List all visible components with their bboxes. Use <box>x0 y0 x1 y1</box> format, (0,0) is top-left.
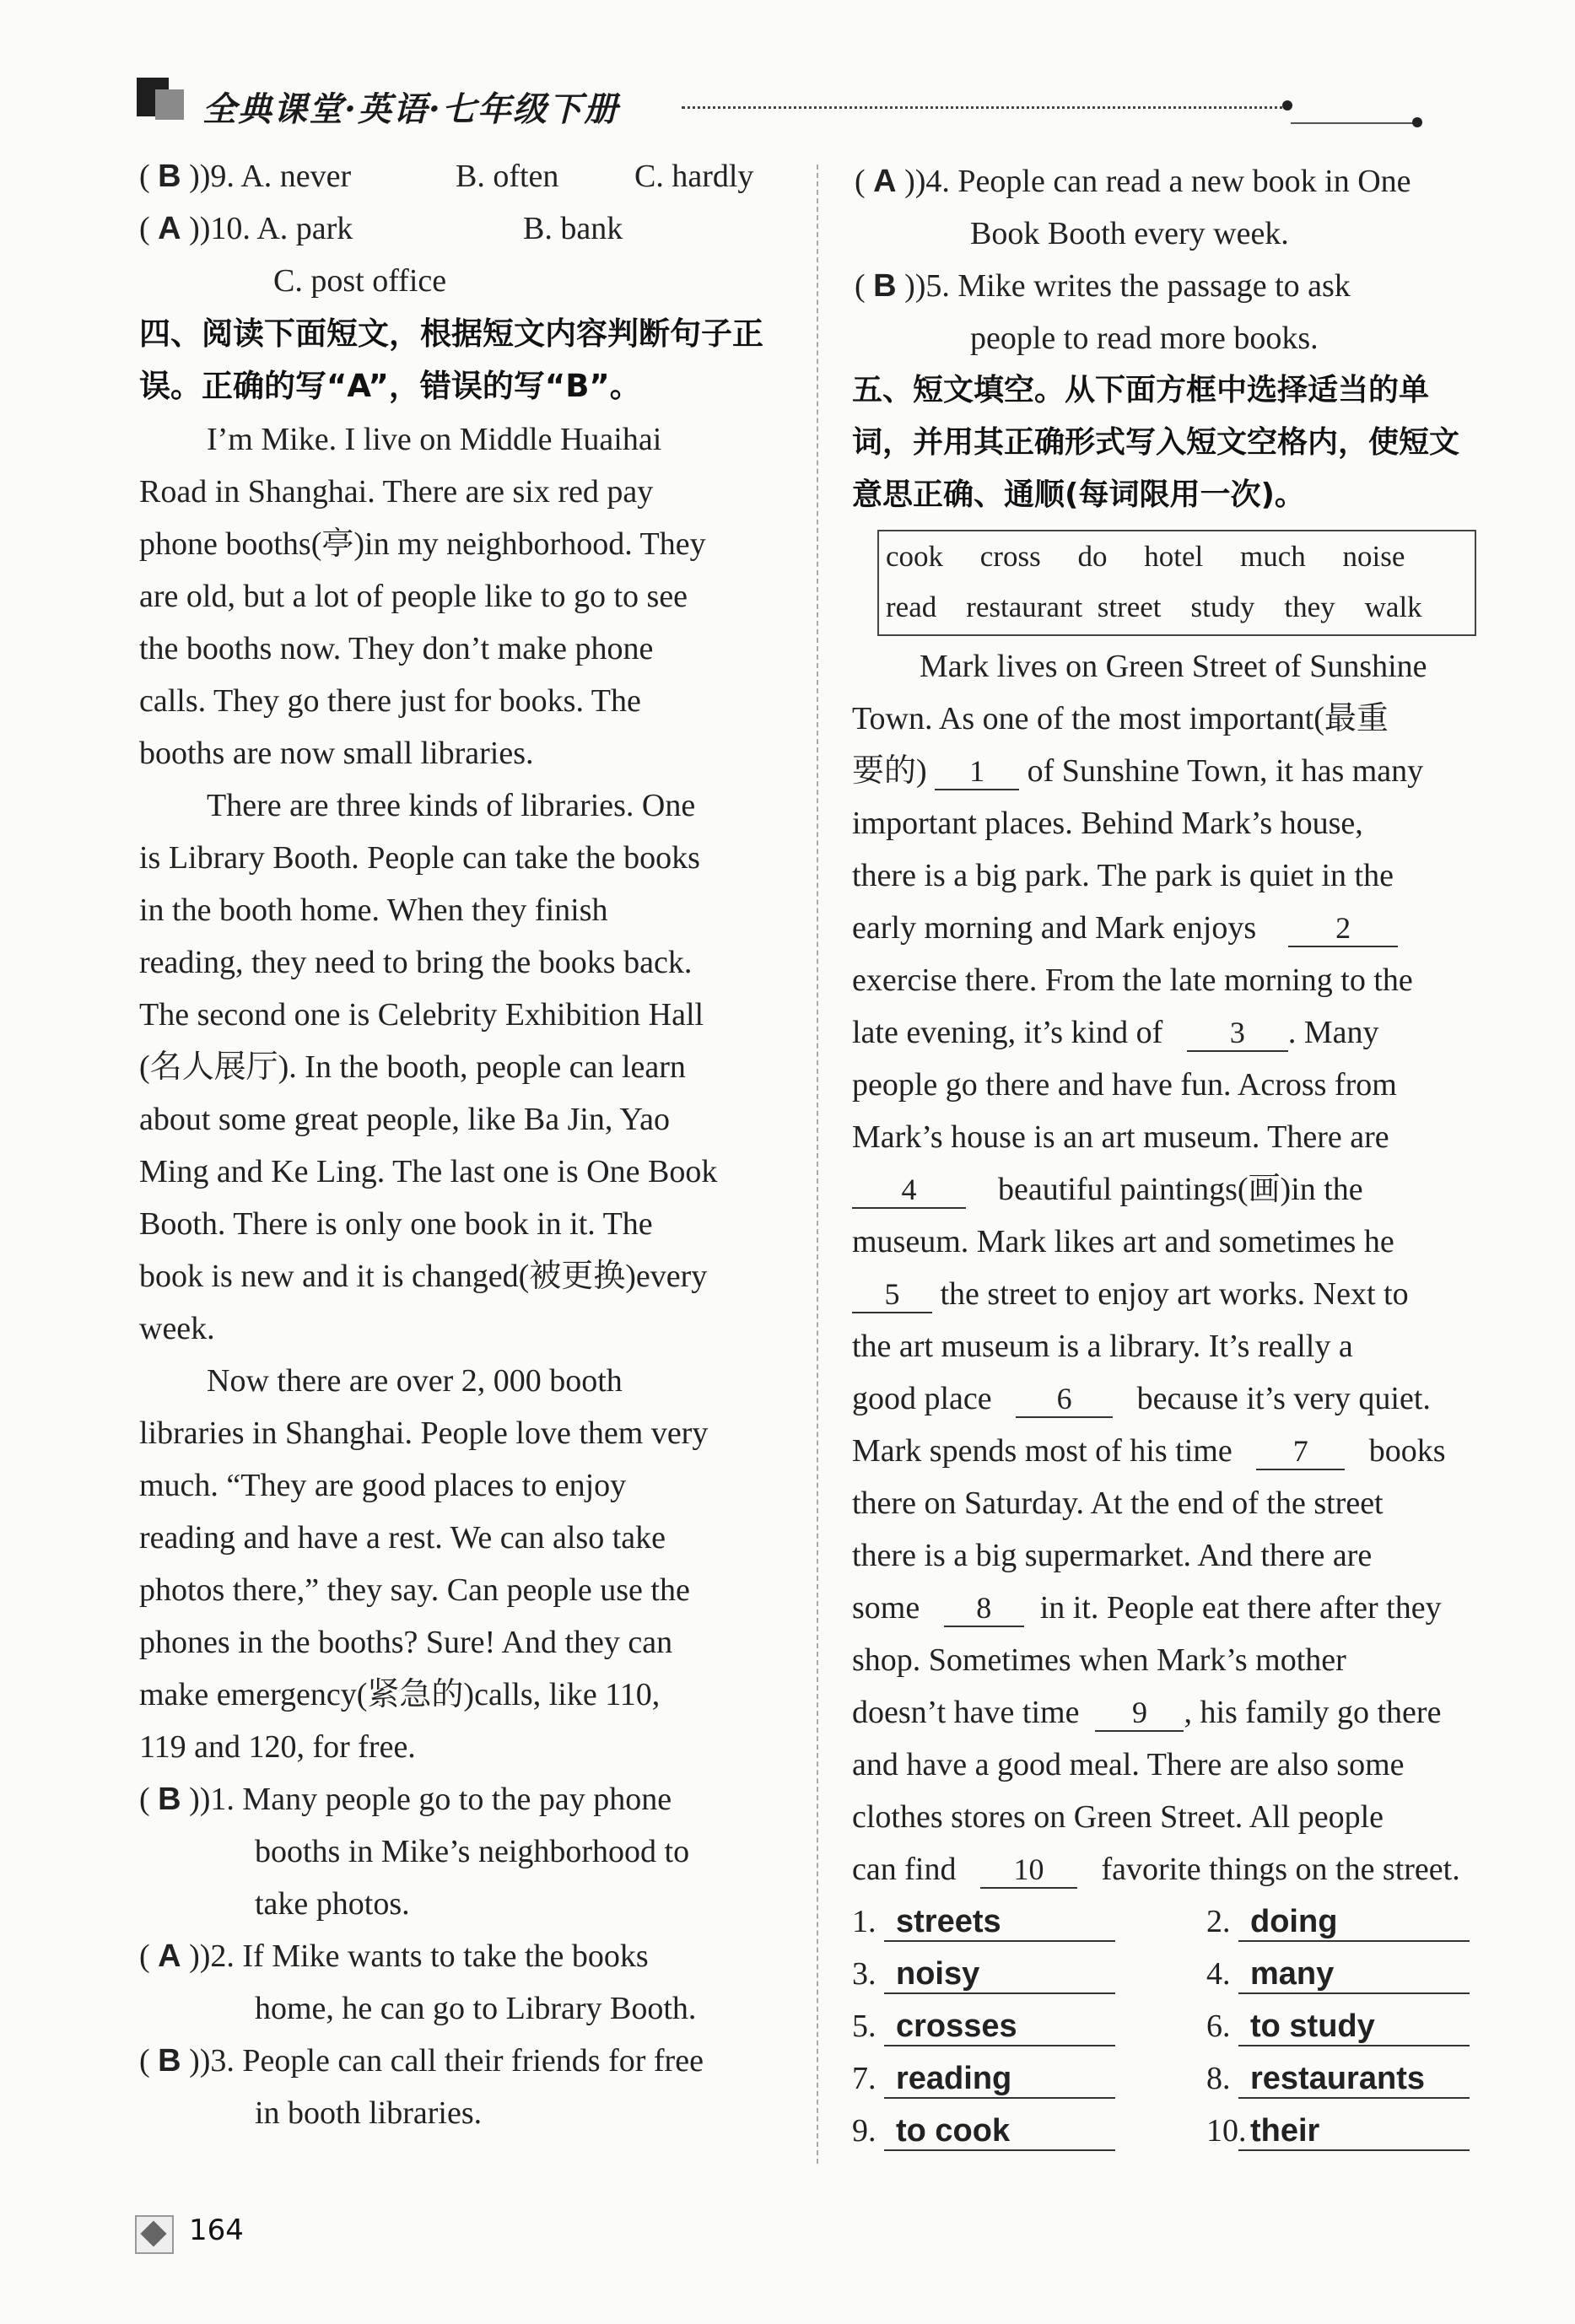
passage-line: There are three kinds of libraries. One <box>207 788 696 823</box>
passage-line: are old, but a lot of people like to go to see <box>139 579 688 614</box>
passage-line: booths are now small libraries. <box>139 736 534 771</box>
passage-line: is Library Booth. People can take the books <box>139 840 700 876</box>
passage-line: shop. Sometimes when Mark’s mother <box>852 1642 1346 1678</box>
passage-line: Mark lives on Green Street of Sunshine <box>920 649 1427 684</box>
answer-10: 10. their <box>1206 2112 1470 2151</box>
blank-9[interactable]: 9 <box>1095 1696 1184 1732</box>
passage-line: the art museum is a library. It’s really a <box>852 1329 1353 1364</box>
blank-7[interactable]: 7 <box>1256 1435 1345 1470</box>
passage-line: can find 10 favorite things on the street. <box>852 1852 1460 1887</box>
answer-3: 3. noisy <box>852 1955 1115 1994</box>
answer-2: 2. doing <box>1206 1903 1470 1942</box>
answer-1: 1. streets <box>852 1903 1115 1942</box>
blank-4[interactable]: 4 <box>852 1173 966 1209</box>
blank-6[interactable]: 6 <box>1016 1383 1113 1418</box>
header-logo-block <box>137 78 187 120</box>
passage-line: 4 beautiful paintings(画)in the <box>852 1171 1363 1210</box>
question-3: ( B ))3. People can call their friends for free <box>139 2043 704 2079</box>
answer-7: 7. reading <box>852 2060 1115 2099</box>
section-5-title: 意思正确、通顺(每词限用一次)。 <box>852 477 1305 512</box>
section-4-title: 四、阅读下面短文，根据短文内容判断句子正 <box>139 315 763 352</box>
passage-line: photos there,” they say. Can people use the <box>139 1572 690 1608</box>
passage-line: libraries in Shanghai. People love them very <box>139 1415 709 1451</box>
column-divider <box>817 164 818 2164</box>
answer-9: 9. to cook <box>852 2112 1115 2151</box>
answer-6: 6. to study <box>1206 2008 1470 2046</box>
passage-line: people go there and have fun. Across from <box>852 1067 1397 1103</box>
passage-line: good place 6 because it’s very quiet. <box>852 1381 1431 1416</box>
passage-line: The second one is Celebrity Exhibition Hall <box>139 997 704 1033</box>
passage-line: 5 the street to enjoy art works. Next to <box>852 1275 1409 1314</box>
section-5-title: 五、短文填空。从下面方框中选择适当的单 <box>852 373 1430 407</box>
header-title: 全典课堂·英语·七年级下册 <box>202 89 619 129</box>
q10-option-b: B. bank <box>523 211 623 246</box>
passage-line: Road in Shanghai. There are six red pay <box>139 474 654 510</box>
passage-line: there is a big supermarket. And there are <box>852 1538 1373 1573</box>
passage-line: late evening, it’s kind of 3 . Many <box>852 1015 1379 1050</box>
passage-line: Ming and Ke Ling. The last one is One Book <box>139 1154 718 1189</box>
passage-line: important places. Behind Mark’s house, <box>852 806 1363 841</box>
blank-5[interactable]: 5 <box>852 1278 932 1313</box>
section-4-title: 误。正确的写“A”，错误的写“B”。 <box>139 368 641 404</box>
question-5: ( B ))5. Mike writes the passage to ask <box>855 268 1351 304</box>
blank-2[interactable]: 2 <box>1288 912 1398 947</box>
question-1-line: take photos. <box>255 1886 410 1922</box>
blank-1[interactable]: 1 <box>935 755 1019 790</box>
passage-line: much. “They are good places to enjoy <box>139 1468 627 1503</box>
section-5-title: 词，并用其正确形式写入短文空格内，使短文 <box>852 425 1460 460</box>
blank-8[interactable]: 8 <box>944 1592 1024 1627</box>
passage-line: Booth. There is only one book in it. The <box>139 1206 653 1242</box>
question-9: ( B ))9. A. never <box>139 159 352 194</box>
passage-line: the booths now. They don’t make phone <box>139 631 654 666</box>
question-5-line: people to read more books. <box>970 321 1319 356</box>
passage-line: early morning and Mark enjoys 2 <box>852 909 1398 948</box>
passage-line: and have a good meal. There are also some <box>852 1747 1405 1782</box>
passage-line: week. <box>139 1311 215 1346</box>
answer-4: 4. many <box>1206 1955 1470 1994</box>
header-dot <box>1282 100 1292 111</box>
passage-line: there is a big park. The park is quiet in the <box>852 858 1394 893</box>
header-rule <box>1291 122 1417 124</box>
page-number: 164 <box>189 2213 244 2247</box>
passage-line: reading, they need to bring the books back. <box>139 945 693 980</box>
passage-line: book is new and it is changed(被更换)every <box>139 1259 708 1294</box>
q9-option-c: C. hardly <box>634 159 754 194</box>
passage-line: (名人展厅). In the booth, people can learn <box>139 1049 686 1085</box>
passage-line: about some great people, like Ba Jin, Yao <box>139 1102 671 1137</box>
answer-8: 8. restaurants <box>1206 2060 1470 2099</box>
answer-5: 5. crosses <box>852 2008 1115 2046</box>
passage-line: Mark’s house is an art museum. There are <box>852 1119 1389 1155</box>
question-1: ( B ))1. Many people go to the pay phone <box>139 1782 672 1817</box>
header-dotted-rule <box>682 106 1289 109</box>
passage-line: doesn’t have time 9 , his family go there <box>852 1695 1442 1730</box>
passage-line: exercise there. From the late morning to the <box>852 962 1413 998</box>
passage-line: some 8 in it. People eat there after they <box>852 1590 1442 1626</box>
question-1-line: booths in Mike’s neighborhood to <box>255 1834 690 1869</box>
passage-line: make emergency(紧急的)calls, like 110, <box>139 1677 661 1712</box>
header-dot <box>1412 117 1422 127</box>
passage-line: reading and have a rest. We can also take <box>139 1520 666 1556</box>
passage-line: Mark spends most of his time 7 books <box>852 1433 1446 1469</box>
passage-line: phone booths(亭)in my neighborhood. They <box>139 526 706 562</box>
passage-line: in the booth home. When they finish <box>139 892 608 928</box>
word-box-row: cook cross do hotel much noise <box>886 540 1405 573</box>
passage-line: there on Saturday. At the end of the street <box>852 1486 1384 1521</box>
diamond-icon <box>135 2215 174 2254</box>
question-4-line: Book Booth every week. <box>970 216 1289 251</box>
passage-line: 119 and 120, for free. <box>139 1729 416 1765</box>
question-3-line: in booth libraries. <box>255 2095 483 2131</box>
passage-line: Now there are over 2, 000 booth <box>207 1363 623 1399</box>
passage-line: phones in the booths? Sure! And they can <box>139 1625 673 1660</box>
word-box <box>877 530 1476 636</box>
question-2-line: home, he can go to Library Booth. <box>255 1991 697 2026</box>
passage-line: calls. They go there just for books. The <box>139 683 641 719</box>
passage-line: I’m Mike. I live on Middle Huaihai <box>207 422 662 457</box>
blank-3[interactable]: 3 <box>1187 1016 1288 1052</box>
passage-line: museum. Mark likes art and sometimes he <box>852 1224 1394 1259</box>
question-4: ( A ))4. People can read a new book in One <box>855 164 1411 199</box>
word-box-row: read restaurant street study they walk <box>886 590 1422 623</box>
passage-line: clothes stores on Green Street. All people <box>852 1799 1384 1835</box>
q9-option-b: B. often <box>456 159 559 194</box>
passage-line: 要的) 1 of Sunshine Town, it has many <box>852 753 1424 789</box>
question-2: ( A ))2. If Mike wants to take the books <box>139 1938 649 1974</box>
blank-10[interactable]: 10 <box>980 1853 1077 1889</box>
question-10: ( A ))10. A. park <box>139 211 353 246</box>
passage-line: Town. As one of the most important(最重 <box>852 701 1389 736</box>
q10-option-c: C. post office <box>273 263 447 299</box>
